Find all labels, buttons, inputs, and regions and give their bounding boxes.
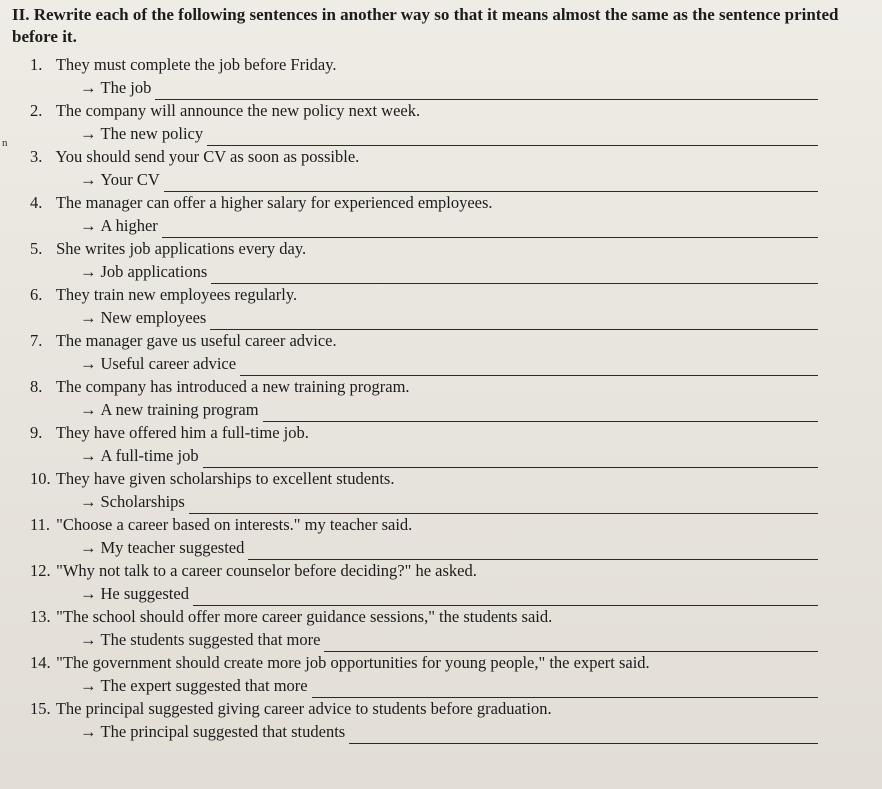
item-number: 14. xyxy=(30,653,51,672)
rewrite-line xyxy=(30,214,864,238)
original-sentence xyxy=(30,652,864,674)
item-number: 1. xyxy=(30,55,43,74)
arrow-icon: → xyxy=(80,722,97,741)
original-sentence xyxy=(30,422,864,444)
original-sentence xyxy=(30,192,864,214)
original-sentence xyxy=(30,376,864,398)
item-number: 11. xyxy=(30,515,51,534)
sentence-text: The manager gave us useful career advice. xyxy=(55,331,337,350)
rewrite-starter: The expert suggested that more xyxy=(100,676,308,695)
exercise-item xyxy=(30,330,864,376)
original-sentence xyxy=(30,606,864,628)
answer-blank[interactable] xyxy=(248,543,818,560)
rewrite-line xyxy=(30,490,864,514)
arrow-icon: → xyxy=(80,630,97,649)
sentence-text: "The school should offer more career guidance sessions," the students said. xyxy=(56,607,553,626)
rewrite-line xyxy=(30,168,864,192)
sentence-text: "Why not talk to a career counselor before deciding?" he asked. xyxy=(56,561,477,580)
answer-blank[interactable] xyxy=(349,727,818,744)
original-sentence xyxy=(30,468,864,490)
arrow-icon: → xyxy=(80,78,97,97)
exercise-item xyxy=(30,422,864,468)
item-number: 10. xyxy=(30,469,51,488)
item-number: 6. xyxy=(30,285,43,304)
exercise-item xyxy=(30,606,864,652)
sentence-text: The company has introduced a new training program. xyxy=(55,377,410,396)
answer-blank[interactable] xyxy=(207,129,818,146)
answer-blank[interactable] xyxy=(312,681,818,698)
exercise-item xyxy=(30,698,864,744)
rewrite-starter: The new policy xyxy=(100,124,204,143)
arrow-icon: → xyxy=(80,354,97,373)
rewrite-line xyxy=(30,628,864,652)
answer-blank[interactable] xyxy=(240,359,818,376)
answer-blank[interactable] xyxy=(210,313,818,330)
original-sentence xyxy=(30,100,864,122)
original-sentence xyxy=(30,698,864,720)
sentence-text: The principal suggested giving career advice to students before graduation. xyxy=(55,699,552,718)
rewrite-starter: Job applications xyxy=(100,262,208,281)
rewrite-starter: The students suggested that more xyxy=(100,630,321,649)
rewrite-line xyxy=(30,720,864,744)
item-number: 4. xyxy=(30,193,43,212)
original-sentence xyxy=(30,238,864,260)
sentence-text: They train new employees regularly. xyxy=(55,285,298,304)
rewrite-starter: Scholarships xyxy=(100,492,185,511)
arrow-icon: → xyxy=(80,400,97,419)
answer-blank[interactable] xyxy=(162,221,818,238)
arrow-icon: → xyxy=(80,170,97,189)
item-number: 13. xyxy=(30,607,51,626)
rewrite-line xyxy=(30,444,864,468)
answer-blank[interactable] xyxy=(203,451,818,468)
rewrite-starter: He suggested xyxy=(100,584,189,603)
rewrite-line xyxy=(30,76,864,100)
item-number: 7. xyxy=(30,331,43,350)
arrow-icon: → xyxy=(80,308,97,327)
original-sentence xyxy=(30,514,864,536)
rewrite-starter: The principal suggested that students xyxy=(100,722,346,741)
original-sentence xyxy=(30,146,864,168)
rewrite-line xyxy=(30,122,864,146)
arrow-icon: → xyxy=(80,124,97,143)
sentence-text: "Choose a career based on interests." my teacher said. xyxy=(56,515,413,534)
item-number: 2. xyxy=(30,101,43,120)
sentence-text: The company will announce the new policy next week. xyxy=(55,101,421,120)
answer-blank[interactable] xyxy=(193,589,818,606)
arrow-icon: → xyxy=(80,538,97,557)
rewrite-starter: My teacher suggested xyxy=(100,538,245,557)
answer-blank[interactable] xyxy=(211,267,818,284)
item-number: 12. xyxy=(30,561,51,580)
arrow-icon: → xyxy=(80,216,97,235)
arrow-icon: → xyxy=(80,584,97,603)
exercise-item xyxy=(30,192,864,238)
exercise-item xyxy=(30,284,864,330)
exercise-list xyxy=(12,54,864,744)
exercise-item xyxy=(30,54,864,100)
rewrite-line xyxy=(30,582,864,606)
rewrite-starter: The job xyxy=(100,78,152,97)
item-number: 15. xyxy=(30,699,51,718)
answer-blank[interactable] xyxy=(164,175,818,192)
sentence-text: They have offered him a full-time job. xyxy=(55,423,309,442)
rewrite-line xyxy=(30,536,864,560)
arrow-icon: → xyxy=(80,446,97,465)
rewrite-line xyxy=(30,674,864,698)
rewrite-line xyxy=(30,398,864,422)
rewrite-starter: A full-time job xyxy=(100,446,199,465)
exercise-item xyxy=(30,238,864,284)
arrow-icon: → xyxy=(80,676,97,695)
answer-blank[interactable] xyxy=(263,405,818,422)
rewrite-starter: New employees xyxy=(100,308,207,327)
exercise-item xyxy=(30,468,864,514)
rewrite-line xyxy=(30,352,864,376)
rewrite-line xyxy=(30,306,864,330)
original-sentence xyxy=(30,560,864,582)
item-number: 5. xyxy=(30,239,43,258)
exercise-item xyxy=(30,146,864,192)
rewrite-starter: Your CV xyxy=(100,170,160,189)
rewrite-starter: A new training program xyxy=(100,400,259,419)
answer-blank[interactable] xyxy=(189,497,818,514)
exercise-item xyxy=(30,100,864,146)
margin-mark: n xyxy=(2,137,8,149)
original-sentence xyxy=(30,54,864,76)
exercise-item xyxy=(30,376,864,422)
item-number: 3. xyxy=(30,147,43,166)
sentence-text: You should send your CV as soon as possible. xyxy=(55,147,360,166)
sentence-text: "The government should create more job opportunities for young people," the expert said. xyxy=(56,653,650,672)
sentence-text: They must complete the job before Friday. xyxy=(55,55,337,74)
arrow-icon: → xyxy=(80,262,97,281)
exercise-item xyxy=(30,560,864,606)
original-sentence xyxy=(30,284,864,306)
rewrite-starter: Useful career advice xyxy=(100,354,237,373)
rewrite-line xyxy=(30,260,864,284)
exercise-item xyxy=(30,652,864,698)
exercise-item xyxy=(30,514,864,560)
exercise-heading: II. Rewrite each of the following sentences in another way so that it means almost the same as the sentence printed before it. xyxy=(12,5,839,46)
item-number: 8. xyxy=(30,377,43,396)
sentence-text: They have given scholarships to excellent students. xyxy=(55,469,395,488)
rewrite-starter: A higher xyxy=(100,216,158,235)
sentence-text: She writes job applications every day. xyxy=(56,239,307,258)
sentence-text: The manager can offer a higher salary for experienced employees. xyxy=(55,193,493,212)
answer-blank[interactable] xyxy=(155,83,818,100)
answer-blank[interactable] xyxy=(324,635,818,652)
item-number: 9. xyxy=(30,423,43,442)
arrow-icon: → xyxy=(80,492,97,511)
original-sentence xyxy=(30,330,864,352)
